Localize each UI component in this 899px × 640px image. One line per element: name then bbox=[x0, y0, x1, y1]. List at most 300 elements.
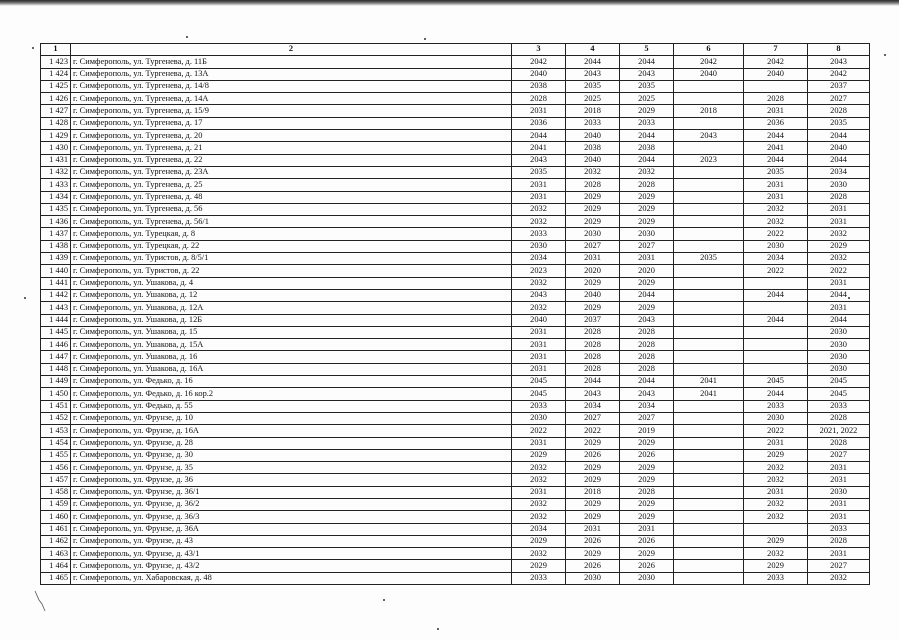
column-header: 3 bbox=[512, 44, 566, 56]
year-cell-col3: 2031 bbox=[512, 105, 566, 117]
year-cell-col8: 2030 bbox=[808, 339, 870, 351]
year-cell-col3: 2041 bbox=[512, 142, 566, 154]
year-cell-col6 bbox=[674, 289, 744, 301]
year-cell-col4: 2025 bbox=[566, 93, 620, 105]
year-cell-col4: 2020 bbox=[566, 265, 620, 277]
year-cell-col8: 2031 bbox=[808, 474, 870, 486]
year-cell-col8: 2035 bbox=[808, 117, 870, 129]
table-row bbox=[41, 166, 870, 178]
year-cell-col8: 2030 bbox=[808, 486, 870, 498]
scan-speck bbox=[32, 47, 34, 49]
table-row bbox=[41, 179, 870, 191]
table-row bbox=[41, 117, 870, 129]
table-row bbox=[41, 339, 870, 351]
year-cell-col6 bbox=[674, 535, 744, 547]
year-cell-col5: 2029 bbox=[620, 462, 674, 474]
row-number-cell: 1 445 bbox=[41, 326, 71, 338]
row-number-cell: 1 437 bbox=[41, 228, 71, 240]
year-cell-col5: 2031 bbox=[620, 253, 674, 265]
year-cell-col3: 2029 bbox=[512, 535, 566, 547]
year-cell-col7: 2030 bbox=[744, 412, 808, 424]
address-cell: г. Симферополь, ул. Федько, д. 16 bbox=[71, 376, 512, 388]
year-cell-col6 bbox=[674, 326, 744, 338]
year-cell-col3: 2030 bbox=[512, 240, 566, 252]
year-cell-col3: 2032 bbox=[512, 548, 566, 560]
row-number-cell: 1 441 bbox=[41, 277, 71, 289]
year-cell-col3: 2031 bbox=[512, 437, 566, 449]
year-cell-col8: 2027 bbox=[808, 93, 870, 105]
year-cell-col5: 2029 bbox=[620, 548, 674, 560]
year-cell-col8: 2030 bbox=[808, 179, 870, 191]
year-cell-col3: 2032 bbox=[512, 498, 566, 510]
table-row bbox=[41, 314, 870, 326]
year-cell-col3: 2044 bbox=[512, 130, 566, 142]
address-cell: г. Симферополь, ул. Фрунзе, д. 36/2 bbox=[71, 498, 512, 510]
column-header: 8 bbox=[808, 44, 870, 56]
year-cell-col5: 2038 bbox=[620, 142, 674, 154]
year-cell-col5: 2044 bbox=[620, 56, 674, 68]
row-number-cell: 1 433 bbox=[41, 179, 71, 191]
year-cell-col4: 2034 bbox=[566, 400, 620, 412]
year-cell-col8: 2045 bbox=[808, 376, 870, 388]
table-row bbox=[41, 154, 870, 166]
year-cell-col6 bbox=[674, 265, 744, 277]
year-cell-col7: 2031 bbox=[744, 179, 808, 191]
year-cell-col7: 2032 bbox=[744, 203, 808, 215]
address-cell: г. Симферополь, ул. Туристов, д. 22 bbox=[71, 265, 512, 277]
table-row bbox=[41, 412, 870, 424]
year-cell-col4: 2044 bbox=[566, 56, 620, 68]
year-cell-col4: 2029 bbox=[566, 474, 620, 486]
year-cell-col3: 2035 bbox=[512, 166, 566, 178]
row-number-cell: 1 455 bbox=[41, 449, 71, 461]
year-cell-col6 bbox=[674, 548, 744, 560]
year-cell-col8: 2028 bbox=[808, 191, 870, 203]
year-cell-col7 bbox=[744, 326, 808, 338]
year-cell-col3: 2038 bbox=[512, 80, 566, 92]
year-cell-col3: 2033 bbox=[512, 228, 566, 240]
table-row bbox=[41, 523, 870, 535]
address-cell: г. Симферополь, ул. Фрунзе, д. 36А bbox=[71, 523, 512, 535]
year-cell-col5: 2029 bbox=[620, 474, 674, 486]
address-cell: г. Симферополь, ул. Фрунзе, д. 43/1 bbox=[71, 548, 512, 560]
year-cell-col3: 2040 bbox=[512, 314, 566, 326]
row-number-cell: 1 453 bbox=[41, 425, 71, 437]
year-cell-col8: 2031 bbox=[808, 548, 870, 560]
year-cell-col3: 2023 bbox=[512, 265, 566, 277]
year-cell-col7: 2044 bbox=[744, 289, 808, 301]
year-cell-col8: 2045 bbox=[808, 388, 870, 400]
year-cell-col3: 2032 bbox=[512, 302, 566, 314]
year-cell-col7: 2029 bbox=[744, 560, 808, 572]
year-cell-col7: 2033 bbox=[744, 400, 808, 412]
year-cell-col4: 2028 bbox=[566, 326, 620, 338]
year-cell-col5: 2028 bbox=[620, 179, 674, 191]
year-cell-col5: 2019 bbox=[620, 425, 674, 437]
table-row bbox=[41, 400, 870, 412]
year-cell-col3: 2043 bbox=[512, 289, 566, 301]
year-cell-col5: 2044 bbox=[620, 376, 674, 388]
year-cell-col4: 2029 bbox=[566, 203, 620, 215]
year-cell-col4: 2026 bbox=[566, 560, 620, 572]
year-cell-col6 bbox=[674, 363, 744, 375]
year-cell-col4: 2044 bbox=[566, 376, 620, 388]
year-cell-col4: 2028 bbox=[566, 179, 620, 191]
year-cell-col6 bbox=[674, 462, 744, 474]
year-cell-col5: 2032 bbox=[620, 166, 674, 178]
year-cell-col6 bbox=[674, 216, 744, 228]
table-row bbox=[41, 474, 870, 486]
year-cell-col7: 2028 bbox=[744, 93, 808, 105]
year-cell-col7: 2044 bbox=[744, 154, 808, 166]
year-cell-col6 bbox=[674, 486, 744, 498]
year-cell-col7: 2032 bbox=[744, 511, 808, 523]
year-cell-col7: 2032 bbox=[744, 498, 808, 510]
table-row bbox=[41, 572, 870, 584]
year-cell-col5: 2025 bbox=[620, 93, 674, 105]
year-cell-col8: 2022 bbox=[808, 265, 870, 277]
year-cell-col8: 2031 bbox=[808, 462, 870, 474]
year-cell-col3: 2031 bbox=[512, 326, 566, 338]
table-row bbox=[41, 203, 870, 215]
address-cell: г. Симферополь, ул. Фрунзе, д. 35 bbox=[71, 462, 512, 474]
scan-speck bbox=[884, 54, 886, 56]
year-cell-col4: 2030 bbox=[566, 228, 620, 240]
year-cell-col5: 2044 bbox=[620, 130, 674, 142]
address-cell: г. Симферополь, ул. Тургенева, д. 25 bbox=[71, 179, 512, 191]
row-number-cell: 1 464 bbox=[41, 560, 71, 572]
year-cell-col4: 2030 bbox=[566, 572, 620, 584]
year-cell-col6: 2035 bbox=[674, 253, 744, 265]
table-row bbox=[41, 511, 870, 523]
column-header: 4 bbox=[566, 44, 620, 56]
year-cell-col7 bbox=[744, 351, 808, 363]
year-cell-col6: 2023 bbox=[674, 154, 744, 166]
year-cell-col4: 2028 bbox=[566, 363, 620, 375]
year-cell-col8: 2030 bbox=[808, 326, 870, 338]
year-cell-col7: 2029 bbox=[744, 449, 808, 461]
year-cell-col3: 2043 bbox=[512, 154, 566, 166]
address-cell: г. Симферополь, ул. Тургенева, д. 21 bbox=[71, 142, 512, 154]
address-cell: г. Симферополь, ул. Ушакова, д. 12 bbox=[71, 289, 512, 301]
year-cell-col4: 2033 bbox=[566, 117, 620, 129]
row-number-cell: 1 444 bbox=[41, 314, 71, 326]
scan-top-edge bbox=[0, 0, 899, 6]
year-cell-col5: 2027 bbox=[620, 240, 674, 252]
year-cell-col4: 2029 bbox=[566, 216, 620, 228]
year-cell-col8: 2044 bbox=[808, 289, 870, 301]
row-number-cell: 1 454 bbox=[41, 437, 71, 449]
row-number-cell: 1 461 bbox=[41, 523, 71, 535]
year-cell-col7: 2032 bbox=[744, 474, 808, 486]
year-cell-col5: 2028 bbox=[620, 339, 674, 351]
column-header: 6 bbox=[674, 44, 744, 56]
scan-speck bbox=[24, 297, 26, 299]
year-cell-col4: 2031 bbox=[566, 253, 620, 265]
row-number-cell: 1 426 bbox=[41, 93, 71, 105]
housing-register-table bbox=[40, 43, 870, 585]
year-cell-col4: 2032 bbox=[566, 166, 620, 178]
year-cell-col3: 2042 bbox=[512, 56, 566, 68]
row-number-cell: 1 447 bbox=[41, 351, 71, 363]
address-cell: г. Симферополь, ул. Фрунзе, д. 36 bbox=[71, 474, 512, 486]
year-cell-col6 bbox=[674, 179, 744, 191]
year-cell-col5: 2029 bbox=[620, 191, 674, 203]
year-cell-col5: 2044 bbox=[620, 154, 674, 166]
year-cell-col7: 2022 bbox=[744, 265, 808, 277]
column-header: 7 bbox=[744, 44, 808, 56]
year-cell-col8: 2034 bbox=[808, 166, 870, 178]
row-number-cell: 1 463 bbox=[41, 548, 71, 560]
year-cell-col5: 2030 bbox=[620, 572, 674, 584]
table-row bbox=[41, 105, 870, 117]
address-cell: г. Симферополь, ул. Хабаровская, д. 48 bbox=[71, 572, 512, 584]
year-cell-col3: 2034 bbox=[512, 523, 566, 535]
address-cell: г. Симферополь, ул. Ушакова, д. 15 bbox=[71, 326, 512, 338]
table-row bbox=[41, 56, 870, 68]
row-number-cell: 1 440 bbox=[41, 265, 71, 277]
year-cell-col4: 2022 bbox=[566, 425, 620, 437]
year-cell-col5: 2035 bbox=[620, 80, 674, 92]
year-cell-col4: 2040 bbox=[566, 130, 620, 142]
scan-speck bbox=[383, 599, 385, 601]
year-cell-col6 bbox=[674, 449, 744, 461]
year-cell-col8: 2030 bbox=[808, 363, 870, 375]
year-cell-col7: 2032 bbox=[744, 548, 808, 560]
address-cell: г. Симферополь, ул. Фрунзе, д. 28 bbox=[71, 437, 512, 449]
row-number-cell: 1 448 bbox=[41, 363, 71, 375]
year-cell-col5: 2028 bbox=[620, 363, 674, 375]
year-cell-col6 bbox=[674, 425, 744, 437]
year-cell-col4: 2018 bbox=[566, 486, 620, 498]
year-cell-col7: 2031 bbox=[744, 105, 808, 117]
year-cell-col3: 2031 bbox=[512, 363, 566, 375]
address-cell: г. Симферополь, ул. Фрунзе, д. 43/2 bbox=[71, 560, 512, 572]
row-number-cell: 1 428 bbox=[41, 117, 71, 129]
year-cell-col6 bbox=[674, 523, 744, 535]
column-header: 1 bbox=[41, 44, 71, 56]
year-cell-col5: 2034 bbox=[620, 400, 674, 412]
row-number-cell: 1 459 bbox=[41, 498, 71, 510]
year-cell-col8: 2031 bbox=[808, 302, 870, 314]
row-number-cell: 1 424 bbox=[41, 68, 71, 80]
row-number-cell: 1 443 bbox=[41, 302, 71, 314]
year-cell-col5: 2026 bbox=[620, 449, 674, 461]
address-cell: г. Симферополь, ул. Турецкая, д. 8 bbox=[71, 228, 512, 240]
address-cell: г. Симферополь, ул. Тургенева, д. 15/9 bbox=[71, 105, 512, 117]
year-cell-col3: 2032 bbox=[512, 511, 566, 523]
year-cell-col3: 2031 bbox=[512, 339, 566, 351]
year-cell-col8: 2027 bbox=[808, 449, 870, 461]
year-cell-col8: 2028 bbox=[808, 412, 870, 424]
year-cell-col7: 2032 bbox=[744, 216, 808, 228]
year-cell-col3: 2033 bbox=[512, 572, 566, 584]
year-cell-col4: 2029 bbox=[566, 511, 620, 523]
year-cell-col4: 2043 bbox=[566, 68, 620, 80]
table-row bbox=[41, 302, 870, 314]
table-row bbox=[41, 351, 870, 363]
year-cell-col7: 2031 bbox=[744, 486, 808, 498]
year-cell-col6 bbox=[674, 142, 744, 154]
year-cell-col6 bbox=[674, 228, 744, 240]
year-cell-col7: 2044 bbox=[744, 130, 808, 142]
year-cell-col7: 2034 bbox=[744, 253, 808, 265]
address-cell: г. Симферополь, ул. Тургенева, д. 17 bbox=[71, 117, 512, 129]
year-cell-col6 bbox=[674, 314, 744, 326]
year-cell-col5: 2029 bbox=[620, 216, 674, 228]
row-number-cell: 1 423 bbox=[41, 56, 71, 68]
table-row bbox=[41, 93, 870, 105]
address-cell: г. Симферополь, ул. Тургенева, д. 14/8 bbox=[71, 80, 512, 92]
year-cell-col6 bbox=[674, 498, 744, 510]
address-cell: г. Симферополь, ул. Тургенева, д. 11Б bbox=[71, 56, 512, 68]
scan-speck bbox=[424, 38, 426, 40]
year-cell-col4: 2028 bbox=[566, 351, 620, 363]
year-cell-col6 bbox=[674, 474, 744, 486]
year-cell-col3: 2033 bbox=[512, 400, 566, 412]
year-cell-col7: 2040 bbox=[744, 68, 808, 80]
year-cell-col5: 2029 bbox=[620, 277, 674, 289]
year-cell-col8: 2033 bbox=[808, 523, 870, 535]
address-cell: г. Симферополь, ул. Тургенева, д. 56 bbox=[71, 203, 512, 215]
year-cell-col3: 2045 bbox=[512, 388, 566, 400]
address-cell: г. Симферополь, ул. Тургенева, д. 48 bbox=[71, 191, 512, 203]
year-cell-col8: 2032 bbox=[808, 228, 870, 240]
row-number-cell: 1 458 bbox=[41, 486, 71, 498]
address-cell: г. Симферополь, ул. Ушакова, д. 16А bbox=[71, 363, 512, 375]
address-cell: г. Симферополь, ул. Турецкая, д. 22 bbox=[71, 240, 512, 252]
year-cell-col3: 2028 bbox=[512, 93, 566, 105]
year-cell-col4: 2027 bbox=[566, 240, 620, 252]
row-number-cell: 1 460 bbox=[41, 511, 71, 523]
year-cell-col3: 2032 bbox=[512, 277, 566, 289]
year-cell-col4: 2029 bbox=[566, 498, 620, 510]
year-cell-col7 bbox=[744, 339, 808, 351]
address-cell: г. Симферополь, ул. Тургенева, д. 56/1 bbox=[71, 216, 512, 228]
row-number-cell: 1 434 bbox=[41, 191, 71, 203]
year-cell-col7 bbox=[744, 80, 808, 92]
year-cell-col8: 2042 bbox=[808, 68, 870, 80]
scan-speck bbox=[186, 36, 188, 38]
year-cell-col7 bbox=[744, 302, 808, 314]
year-cell-col6 bbox=[674, 400, 744, 412]
address-cell: г. Симферополь, ул. Туристов, д. 8/5/1 bbox=[71, 253, 512, 265]
year-cell-col8: 2043 bbox=[808, 56, 870, 68]
year-cell-col8: 2033 bbox=[808, 400, 870, 412]
year-cell-col5: 2029 bbox=[620, 498, 674, 510]
year-cell-col8: 2028 bbox=[808, 535, 870, 547]
table-row bbox=[41, 437, 870, 449]
year-cell-col4: 2026 bbox=[566, 449, 620, 461]
row-number-cell: 1 451 bbox=[41, 400, 71, 412]
row-number-cell: 1 456 bbox=[41, 462, 71, 474]
year-cell-col6: 2041 bbox=[674, 376, 744, 388]
year-cell-col7 bbox=[744, 523, 808, 535]
year-cell-col7: 2031 bbox=[744, 191, 808, 203]
table-row bbox=[41, 265, 870, 277]
year-cell-col3: 2031 bbox=[512, 351, 566, 363]
table-row bbox=[41, 449, 870, 461]
address-cell: г. Симферополь, ул. Фрунзе, д. 30 bbox=[71, 449, 512, 461]
address-cell: г. Симферополь, ул. Тургенева, д. 22 bbox=[71, 154, 512, 166]
table-body bbox=[41, 56, 870, 585]
table-row bbox=[41, 68, 870, 80]
year-cell-col8: 2032 bbox=[808, 253, 870, 265]
year-cell-col7: 2045 bbox=[744, 376, 808, 388]
address-cell: г. Симферополь, ул. Федько, д. 55 bbox=[71, 400, 512, 412]
row-number-cell: 1 431 bbox=[41, 154, 71, 166]
year-cell-col4: 2038 bbox=[566, 142, 620, 154]
year-cell-col3: 2036 bbox=[512, 117, 566, 129]
table-row bbox=[41, 560, 870, 572]
address-cell: г. Симферополь, ул. Тургенева, д. 20 bbox=[71, 130, 512, 142]
table-row bbox=[41, 535, 870, 547]
year-cell-col7: 2031 bbox=[744, 437, 808, 449]
row-number-cell: 1 430 bbox=[41, 142, 71, 154]
table-row bbox=[41, 216, 870, 228]
row-number-cell: 1 425 bbox=[41, 80, 71, 92]
table-row bbox=[41, 376, 870, 388]
year-cell-col6: 2040 bbox=[674, 68, 744, 80]
table-row bbox=[41, 142, 870, 154]
row-number-cell: 1 427 bbox=[41, 105, 71, 117]
year-cell-col4: 2035 bbox=[566, 80, 620, 92]
year-cell-col6 bbox=[674, 412, 744, 424]
year-cell-col8: 2021, 2022 bbox=[808, 425, 870, 437]
row-number-cell: 1 432 bbox=[41, 166, 71, 178]
table-row bbox=[41, 486, 870, 498]
year-cell-col3: 2031 bbox=[512, 179, 566, 191]
year-cell-col4: 2029 bbox=[566, 437, 620, 449]
table-row bbox=[41, 240, 870, 252]
year-cell-col4: 2029 bbox=[566, 548, 620, 560]
address-cell: г. Симферополь, ул. Тургенева, д. 14А bbox=[71, 93, 512, 105]
row-number-cell: 1 450 bbox=[41, 388, 71, 400]
year-cell-col5: 2043 bbox=[620, 314, 674, 326]
year-cell-col8: 2044 bbox=[808, 314, 870, 326]
scan-speck bbox=[848, 297, 850, 299]
row-number-cell: 1 449 bbox=[41, 376, 71, 388]
year-cell-col3: 2030 bbox=[512, 412, 566, 424]
address-cell: г. Симферополь, ул. Фрунзе, д. 36/1 bbox=[71, 486, 512, 498]
year-cell-col3: 2031 bbox=[512, 486, 566, 498]
year-cell-col5: 2029 bbox=[620, 105, 674, 117]
row-number-cell: 1 442 bbox=[41, 289, 71, 301]
row-number-cell: 1 462 bbox=[41, 535, 71, 547]
year-cell-col3: 2031 bbox=[512, 191, 566, 203]
year-cell-col8: 2031 bbox=[808, 498, 870, 510]
year-cell-col3: 2032 bbox=[512, 474, 566, 486]
year-cell-col7: 2041 bbox=[744, 142, 808, 154]
year-cell-col3: 2022 bbox=[512, 425, 566, 437]
year-cell-col6 bbox=[674, 572, 744, 584]
year-cell-col8: 2031 bbox=[808, 203, 870, 215]
year-cell-col8: 2044 bbox=[808, 130, 870, 142]
scan-speck bbox=[437, 628, 439, 630]
year-cell-col7: 2029 bbox=[744, 535, 808, 547]
year-cell-col4: 2028 bbox=[566, 339, 620, 351]
year-cell-col7: 2044 bbox=[744, 388, 808, 400]
year-cell-col4: 2026 bbox=[566, 535, 620, 547]
year-cell-col5: 2029 bbox=[620, 203, 674, 215]
year-cell-col8: 2032 bbox=[808, 572, 870, 584]
header-row bbox=[41, 44, 870, 56]
year-cell-col5: 2026 bbox=[620, 560, 674, 572]
table-row bbox=[41, 191, 870, 203]
year-cell-col8: 2031 bbox=[808, 216, 870, 228]
table-row bbox=[41, 228, 870, 240]
year-cell-col3: 2032 bbox=[512, 203, 566, 215]
